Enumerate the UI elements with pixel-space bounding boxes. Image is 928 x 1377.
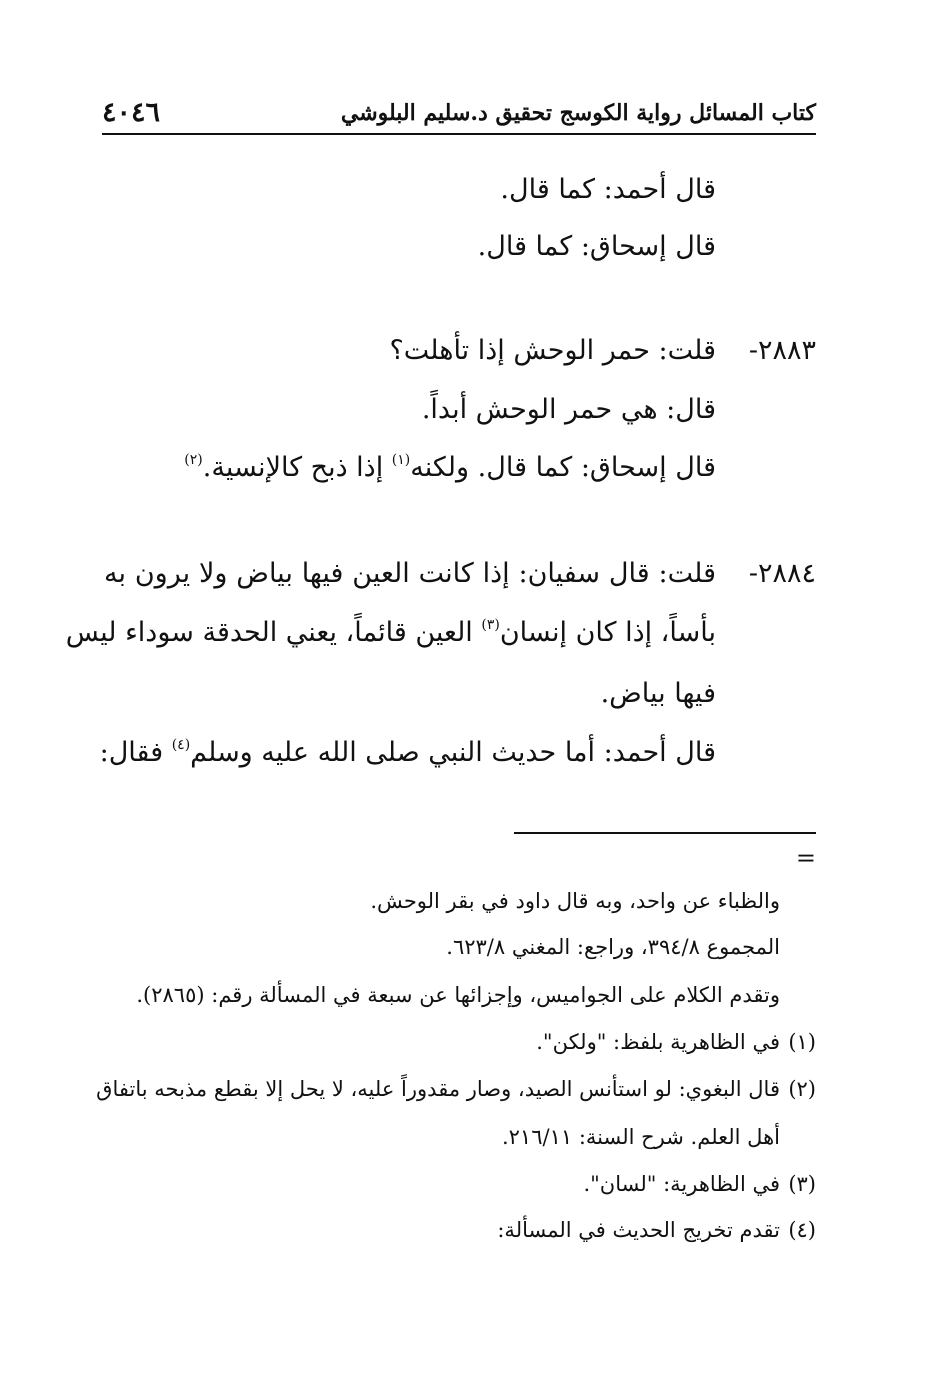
footnote-marker: (٢)	[788, 1077, 816, 1101]
footnote-text: تقدم تخريج الحديث في المسألة:	[497, 1218, 780, 1242]
text-segment: قال إسحاق: كما قال. ولكنه	[410, 452, 716, 483]
footnote-marker: (٤)	[788, 1218, 816, 1242]
text-segment: إذا ذبح كالإنسية.	[202, 452, 392, 483]
body-line: فيها بياض.	[600, 678, 716, 709]
text-segment: قلت: قال سفيان: إذا كانت العين فيها بياض ولا يرون به	[104, 558, 716, 589]
body-line: قال: هي حمر الوحش أبداً.	[421, 394, 716, 425]
footnote-ref[interactable]: (٢)	[184, 452, 203, 468]
footnote-ref[interactable]: (٣)	[481, 617, 500, 633]
footnote-ref[interactable]: (٤)	[171, 737, 191, 753]
entry-2883-question-line	[389, 332, 816, 370]
continuation-mark: =	[795, 844, 816, 872]
footnote-continuation-line: وتقدم الكلام على الجواميس، وإجزائها عن سبعة في المسألة رقم: (٢٨٦٥).	[136, 983, 780, 1007]
footnote-marker: (٣)	[788, 1172, 816, 1196]
footnote-ref[interactable]: (١)	[391, 452, 411, 468]
footnote-marker: (١)	[788, 1030, 816, 1054]
footnote-4	[497, 1215, 816, 1245]
body-line: قال إسحاق: كما قال.	[477, 231, 716, 262]
body-line: قال أحمد: كما قال.	[500, 174, 716, 205]
body-line-with-footnote	[100, 734, 716, 772]
entry-2884-line-1	[104, 555, 816, 593]
footnote-2-line-2: أهل العلم. شرح السنة: ٢١٦/١١.	[501, 1125, 780, 1149]
footnote-1	[536, 1027, 816, 1057]
footnote-text: في الظاهرية بلفظ: "ولكن".	[536, 1030, 780, 1054]
text-segment: العين قائماً، يعني الحدقة سوداء ليس	[65, 617, 482, 648]
footnote-separator	[514, 832, 816, 834]
footnote-text: في الظاهرية: "لسان".	[583, 1172, 780, 1196]
text-segment: قال أحمد: أما حديث النبي صلى الله عليه وسلم	[190, 737, 716, 768]
footnote-2-line-1	[96, 1074, 816, 1104]
text-segment: فقال:	[99, 737, 172, 768]
page-header	[102, 92, 816, 128]
body-line-with-footnotes	[184, 449, 716, 487]
entry-number: ٢٨٨٤-	[748, 558, 816, 589]
footnote-continuation-line: والظباء عن واحد، وبه قال داود في بقر الوحش.	[370, 889, 780, 913]
text-segment: بأساً، إذا كان إنسان	[499, 617, 716, 648]
footnote-text: قال البغوي: لو استأنس الصيد، وصار مقدوراً عليه، لا يحل إلا بقطع مذبحه باتفاق	[96, 1077, 780, 1101]
page-number: ٤٠٤٦	[102, 97, 161, 128]
entry-question: قلت: حمر الوحش إذا تأهلت؟	[389, 335, 716, 366]
running-title: كتاب المسائل رواية الكوسج تحقيق د.سليم البلوشي	[340, 100, 816, 126]
header-rule	[102, 133, 816, 135]
body-line-with-footnote	[65, 614, 716, 652]
footnote-continuation-line: المجموع ٣٩٤/٨، وراجع: المغني ٦٢٣/٨.	[446, 935, 780, 959]
footnote-3	[583, 1169, 816, 1199]
entry-number: ٢٨٨٣-	[748, 335, 816, 366]
